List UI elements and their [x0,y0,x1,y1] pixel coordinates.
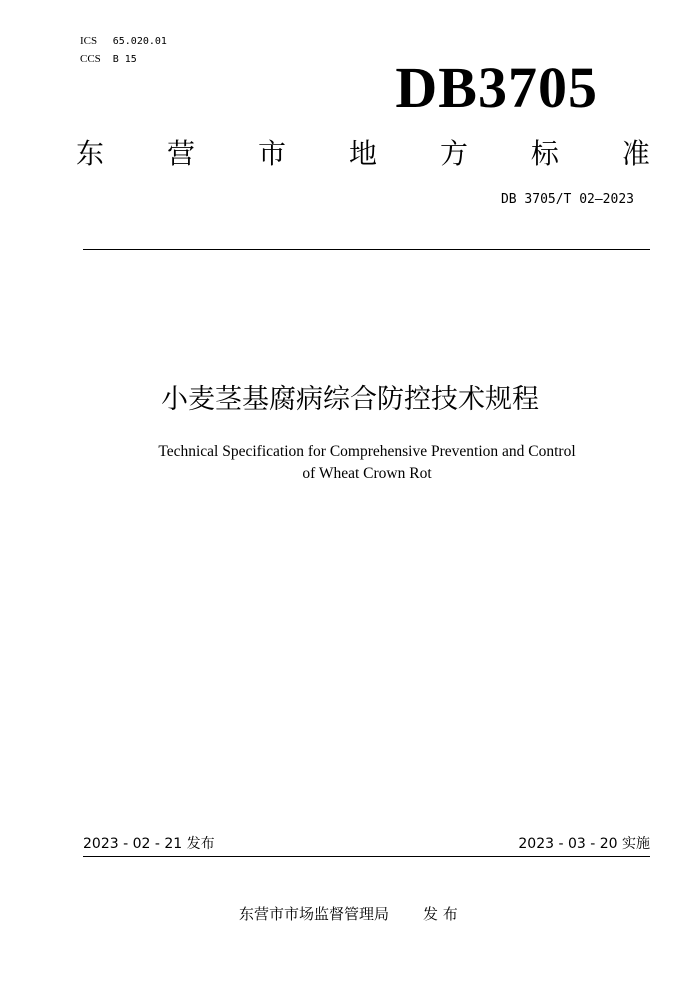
standard-type-char: 东 [76,137,105,170]
ics-label: ICS [80,35,98,47]
issuer-action: 发 布 [423,905,458,923]
issuer-name: 东营市市场监督管理局 [239,905,390,923]
standard-type-char: 营 [166,137,195,170]
ics-value: 65.020.01 [112,36,167,47]
implementation-date: 2023 - 03 - 20 实施 [518,836,650,852]
title-english-line-1: Technical Specification for Comprehensive Prevention and Control [158,443,576,460]
ccs-code-row [80,53,137,66]
ccs-label: CCS [80,53,101,65]
bottom-divider [83,856,650,857]
standard-type-heading [76,136,650,172]
db-code-heading: DB3705 [395,55,598,120]
ccs-value: B 15 [112,54,137,65]
standard-type-char: 市 [257,137,286,170]
title-chinese: 小麦茎基腐病综合防控技术规程 [161,384,539,415]
standard-type-char: 标 [530,137,559,170]
standard-type-char: 准 [621,137,650,170]
title-english-line-2: of Wheat Crown Rot [302,465,432,482]
top-divider [83,249,650,250]
standard-number: DB 3705/T 02—2023 [500,192,634,207]
issue-date: 2023 - 02 - 21 发布 [83,836,215,852]
ics-code-row [80,35,167,48]
issuer-line [239,904,458,924]
standard-type-char: 方 [439,137,468,170]
standard-type-char: 地 [348,137,377,170]
title-english [0,441,700,485]
